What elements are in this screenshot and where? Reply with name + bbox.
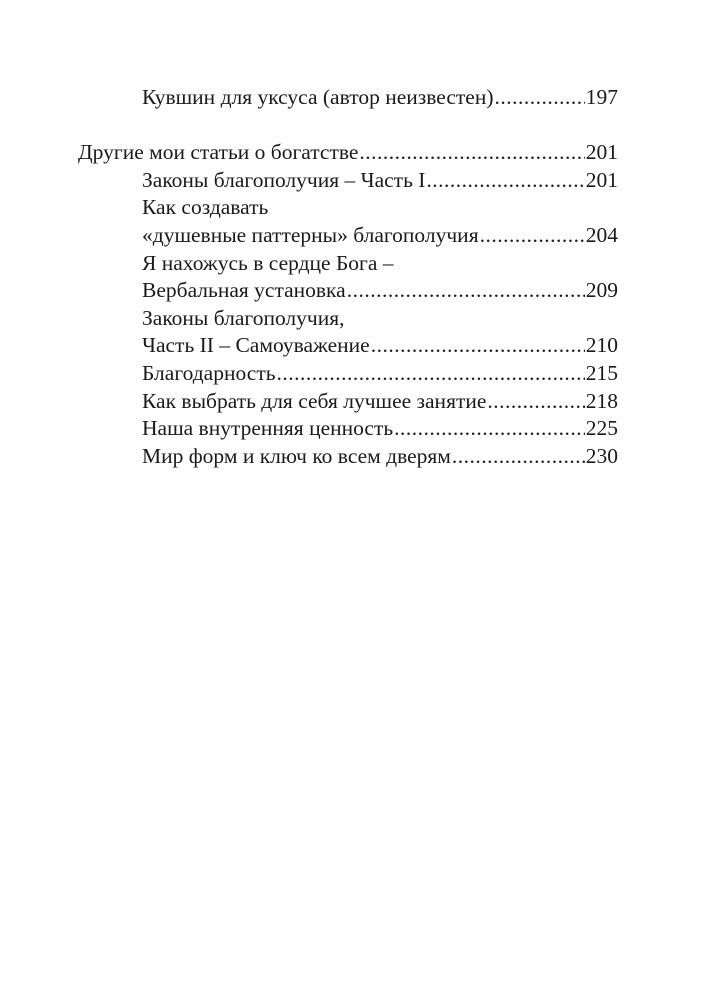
toc-entry-line [78, 84, 618, 112]
toc-page-number: 225 [585, 416, 618, 441]
toc-page-number: 201 [585, 140, 618, 165]
toc-entry-title: Как выбрать для себя лучшее занятие [142, 388, 487, 413]
table-of-contents [78, 84, 618, 470]
toc-entry-line [78, 332, 618, 360]
toc-page-number: 230 [585, 443, 618, 468]
toc-entry [78, 194, 618, 249]
toc-entry-title-first-line: Я нахожусь в сердце Бога – [142, 250, 394, 275]
toc-entry-line [78, 167, 618, 195]
toc-leader-dots [426, 167, 584, 195]
toc-page-number: 209 [585, 278, 618, 303]
toc-section-heading [78, 139, 618, 167]
toc-entry-line [78, 222, 618, 250]
toc-entry-title: Благодарность [142, 360, 276, 385]
toc-entry-title-first-line: Законы благополучия, [142, 305, 345, 330]
toc-entry-title: Часть II – Самоуважение [142, 333, 370, 358]
toc-entry-title: Вербальная установка [142, 278, 346, 303]
toc-entry-title: Другие мои статьи о богатстве [78, 140, 359, 165]
toc-entry [78, 84, 618, 112]
section-gap [78, 112, 618, 140]
toc-entry-title: Наша внутренняя ценность [142, 416, 394, 441]
toc-leader-dots [277, 360, 585, 388]
toc-entry [78, 415, 618, 443]
toc-entry-line [78, 277, 618, 305]
toc-entry-title: Законы благополучия – Часть I [142, 167, 426, 192]
toc-leader-dots [371, 332, 585, 360]
toc-entry-title-first-line: Как создавать [142, 195, 269, 220]
toc-entry-title: «душевные паттерны» благополучия [142, 222, 479, 247]
toc-page-number: 218 [585, 388, 618, 413]
toc-entry-line [78, 443, 618, 471]
toc-entry-title: Мир форм и ключ ко всем дверям [142, 443, 451, 468]
toc-leader-dots [480, 222, 585, 250]
toc-leader-dots [487, 388, 584, 416]
toc-leader-dots [359, 139, 584, 167]
toc-entry [78, 167, 618, 195]
toc-leader-dots [452, 443, 585, 471]
toc-entry [78, 250, 618, 305]
toc-entry [78, 305, 618, 360]
toc-entry [78, 388, 618, 416]
toc-page-number: 204 [585, 222, 618, 247]
toc-leader-dots [495, 84, 585, 112]
toc-entry-line [78, 415, 618, 443]
toc-leader-dots [394, 415, 585, 443]
toc-entry-line [78, 388, 618, 416]
toc-entry-line [78, 139, 618, 167]
toc-leader-dots [347, 277, 585, 305]
toc-entry-title: Кувшин для уксуса (автор неизвестен) [142, 85, 494, 109]
toc-page-number: 197 [585, 85, 618, 109]
toc-entry [78, 443, 618, 471]
toc-page-number: 210 [585, 333, 618, 358]
toc-entry [78, 360, 618, 388]
toc-page-number: 215 [585, 360, 618, 385]
toc-entry-line [78, 360, 618, 388]
toc-page-number: 201 [585, 167, 618, 192]
